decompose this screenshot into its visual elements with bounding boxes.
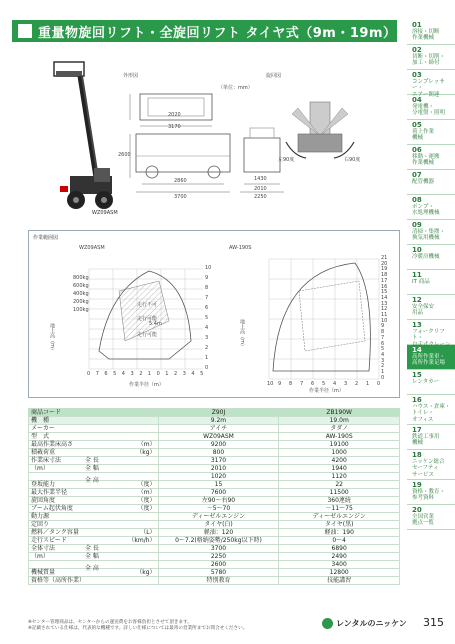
row-label-cell [29, 433, 159, 441]
value-z90j: 5780 [158, 569, 279, 577]
tick-label: 1 [205, 355, 209, 361]
tick-label: 2 [355, 381, 359, 387]
tick-label: 7 [381, 334, 385, 341]
tick-label: 0 [381, 374, 385, 381]
sidebar-item-20[interactable] [407, 505, 455, 530]
tick-label: 17 [381, 277, 388, 284]
sidebar-item-label: ニッケン総合 セーフティ サービス [412, 458, 445, 478]
row-label: 積載荷重 [31, 449, 56, 456]
table-row [29, 521, 400, 529]
footnote: ※センター管理商品は、センターからの運送費をお客様負担とさせて頂きます。 ※記載されている仕様は、代表的な機種です。詳しい仕様については最寄の営業所までお問合せください。 [28, 620, 248, 631]
value-z90j: Z90J [158, 409, 279, 417]
sidebar-item-02[interactable] [407, 45, 455, 70]
tick-label: 2 [139, 371, 143, 377]
row-label: 型 式 [31, 433, 50, 440]
work-range-title: 作業範囲図 [33, 235, 59, 241]
value-zb190w: 1940 [279, 465, 400, 473]
sidebar-item-label: 高所作業車・ 高所作業足場 [412, 353, 446, 366]
left-ylabel: 地上高（m） [49, 323, 55, 353]
tick-label: 3 [182, 371, 186, 377]
table-row [29, 553, 400, 561]
right-model-label: AW-190S [229, 245, 252, 251]
tick-label: 9 [381, 323, 385, 330]
tick-label: 7 [205, 295, 209, 301]
spec-table [28, 408, 400, 585]
tick-label: 13 [381, 300, 388, 307]
sidebar-item-label: フォークリフト・ 自走式クレーン [412, 328, 451, 348]
value-zb190w: 軽油：190 [279, 529, 400, 537]
tick-label: 15 [381, 289, 388, 296]
tick-label: 1 [147, 371, 152, 377]
radius-note: 5.4m [149, 321, 162, 327]
tick-label: 11 [381, 312, 388, 318]
sidebar-item-label: 溶接・切断 作業機械 [412, 28, 440, 41]
sidebar-item-number: 01 [412, 21, 422, 29]
sidebar-item-number: 03 [412, 71, 422, 79]
row-label-cell [29, 561, 159, 572]
row-unit: （L） [140, 529, 156, 536]
row-label-cell [29, 449, 159, 457]
table-row [29, 465, 400, 473]
dim-2860: 2860 [174, 178, 187, 184]
sidebar-item-number: 05 [412, 121, 422, 129]
value-z90j: －5～70 [158, 505, 279, 513]
sidebar-item-number: 08 [412, 196, 422, 204]
value-zb190w: 3400 [279, 561, 400, 569]
right-ylabel: 地上高（m） [239, 319, 245, 349]
category-sidebar [407, 20, 455, 530]
row-label: 全体寸法 [31, 545, 56, 552]
value-zb190w: 19100 [279, 441, 400, 449]
sidebar-item-number: 12 [412, 296, 422, 304]
value-zb190w: 4200 [279, 457, 400, 465]
sidebar-item-label: 清掃・集塵・ 換気用機械 [412, 228, 446, 241]
tick-label: 4 [333, 381, 337, 387]
row-label-cell [29, 569, 159, 577]
table-row [29, 497, 400, 505]
row-label-cell [29, 521, 159, 529]
sidebar-item-12[interactable] [407, 295, 455, 320]
row-label: 作業床寸法 [31, 457, 62, 464]
load-100: 100kg [73, 307, 89, 313]
value-z90j: 2250 [158, 553, 279, 561]
row-label-cell [29, 545, 159, 553]
value-z90j: 1020 [158, 473, 279, 481]
sidebar-item-number: 14 [412, 346, 422, 354]
brand-name: レンタルのニッケン [336, 619, 407, 628]
row-label: 最大作業半径 [31, 489, 68, 496]
sidebar-item-number: 02 [412, 46, 422, 54]
table-row [29, 513, 400, 521]
tick-label: 3 [344, 381, 348, 387]
table-row [29, 577, 400, 585]
tick-label: 14 [381, 294, 388, 301]
value-z90j: 左90～右90 [158, 497, 279, 505]
right-xlabel: 作業半径（m） [309, 388, 344, 394]
tick-label: 9 [278, 381, 282, 387]
sidebar-item-label: 安全保安 用品 [412, 303, 435, 316]
value-zb190w: 6890 [279, 545, 400, 553]
outline-label: 外形図 [123, 73, 139, 79]
row-label-cell [29, 489, 159, 497]
load-200: 200kg [73, 299, 89, 305]
tick-label: 10 [267, 381, 274, 387]
row-label: 走行スピード [31, 537, 67, 544]
load-800: 800kg [73, 275, 89, 281]
row-unit: （度） [137, 497, 156, 504]
sidebar-item-04[interactable] [407, 95, 455, 120]
sidebar-item-label: コンプレッサー・ エアー関連 [412, 78, 445, 98]
value-zb190w: 11500 [279, 489, 400, 497]
sidebar-item-label: 資格・教育・ 参考資料 [412, 488, 446, 501]
sidebar-item-07[interactable] [407, 170, 455, 195]
right-turn-label: 右90度 [344, 157, 361, 163]
sidebar-item-05[interactable] [407, 120, 455, 145]
table-row [29, 481, 400, 489]
row-label-cell [29, 537, 159, 545]
value-zb190w: 1000 [279, 449, 400, 457]
table-row [29, 417, 400, 425]
dim-2250: 2250 [254, 194, 267, 200]
value-z90j: WZ09ASM [158, 433, 279, 441]
sidebar-item-08[interactable] [407, 195, 455, 220]
row-unit: （kg） [136, 569, 156, 576]
load-400: 400kg [73, 291, 89, 297]
value-z90j: 7600 [158, 489, 279, 497]
value-z90j: 軽油：120 [158, 529, 279, 537]
row-label: 動力源 [31, 513, 50, 520]
left-model-label: WZ09ASM [79, 245, 105, 251]
tick-label: 1 [366, 381, 370, 387]
value-z90j: 0～7.2(格納姿勢/250kg以下時) [158, 537, 279, 545]
row-unit: （m） [137, 489, 156, 496]
sidebar-item-03[interactable] [407, 70, 455, 98]
value-zb190w: AW-190S [279, 433, 400, 441]
tick-label: 1 [165, 371, 169, 377]
row-label-cell [29, 529, 159, 537]
sidebar-item-label: 配管機器 [412, 178, 435, 185]
row-unit: （度） [137, 481, 156, 488]
sidebar-item-label: 鉄道工事用 機械 [412, 433, 440, 446]
table-row [29, 473, 400, 481]
tick-label: 8 [381, 329, 385, 336]
tick-label: 4 [381, 351, 385, 358]
row-label: 旋回角度 [31, 497, 56, 504]
value-zb190w: 19.0m [279, 417, 400, 425]
table-row [29, 449, 400, 457]
work-range-panel [28, 230, 400, 398]
left-turn-label: 左90度 [278, 157, 295, 163]
outline-drawings [118, 72, 403, 222]
sidebar-item-13[interactable] [407, 320, 455, 348]
row-label-cell [29, 553, 159, 561]
sidebar-item-number: 06 [412, 146, 422, 154]
sidebar-item-label: 移動・運搬 作業機械 [412, 153, 440, 166]
table-row [29, 457, 400, 465]
dim-3170: 3170 [168, 124, 181, 130]
tick-label: 0 [156, 371, 160, 377]
value-zb190w: 12800 [279, 569, 400, 577]
sidebar-item-label: 荷上作業 機械 [412, 128, 435, 141]
row-label-cell [29, 465, 159, 473]
row-label: 機 種 [31, 417, 50, 424]
turning-label: 旋回図 [266, 73, 282, 79]
tick-label: 8 [205, 285, 209, 291]
row-label-cell [29, 457, 159, 465]
page-title: 重量物旋回リフト・全旋回リフト タイヤ式（9m・19m） [38, 25, 397, 41]
sidebar-item-06[interactable] [407, 145, 455, 170]
table-row [29, 529, 400, 537]
sidebar-item-label: 冷暖房機械 [412, 253, 440, 260]
value-zb190w: タイヤ(黒) [279, 521, 400, 529]
value-z90j: 3170 [158, 457, 279, 465]
tick-label: 5 [200, 371, 204, 377]
value-z90j: 2600 [158, 561, 279, 569]
row-label: 機械質量 [31, 569, 56, 576]
value-zb190w: ZB190W [279, 409, 400, 417]
title-square-icon [18, 24, 32, 38]
row-label-cell [29, 409, 159, 417]
row-label: （m） [31, 553, 49, 560]
row-label: 最高作業床高さ [31, 441, 74, 448]
sidebar-item-09[interactable] [407, 220, 455, 245]
note-1: 走行不可 [137, 302, 158, 308]
tick-label: 6 [205, 305, 209, 311]
row-label: 商品コード [31, 409, 62, 416]
value-zb190w: 1120 [279, 473, 400, 481]
machine-photo [46, 58, 118, 216]
value-zb190w: 360連続 [279, 497, 400, 505]
value-zb190w: ディーゼルエンジン [279, 513, 400, 521]
sidebar-item-number: 18 [412, 451, 422, 459]
row-label: 燃料／タンク容量 [31, 529, 79, 536]
table-row [29, 505, 400, 513]
value-z90j: 800 [158, 449, 279, 457]
load-600: 600kg [73, 283, 89, 289]
value-zb190w: 0～4 [279, 537, 400, 545]
row-label: 定回り [31, 521, 50, 528]
sidebar-item-17[interactable] [407, 425, 455, 450]
tick-label: 9 [205, 275, 209, 281]
row-sublabel: 全 高 [85, 476, 99, 484]
tick-label: 4 [121, 371, 125, 377]
sidebar-item-11[interactable] [407, 270, 455, 295]
sidebar-item-number: 15 [412, 371, 422, 379]
work-range-svg [29, 231, 401, 399]
value-z90j: ディーゼルエンジン [158, 513, 279, 521]
sidebar-item-14[interactable] [407, 345, 455, 370]
dim-3700: 3700 [174, 194, 187, 200]
tick-label: 1 [381, 369, 385, 375]
row-label-cell [29, 513, 159, 521]
unit-label: （単位：mm） [218, 85, 253, 91]
value-z90j: 3700 [158, 545, 279, 553]
photo-caption: WZ09ASM [92, 210, 118, 216]
sidebar-item-label: ポンプ・ 水処理機械 [412, 203, 440, 216]
sidebar-item-number: 16 [412, 396, 422, 404]
value-z90j: 15 [158, 481, 279, 489]
sidebar-item-number: 20 [412, 506, 422, 514]
table-row [29, 561, 400, 569]
note-2: 走行可能 [137, 316, 158, 322]
tick-label: 3 [205, 335, 209, 341]
tick-label: 10 [205, 265, 212, 271]
table-row [29, 489, 400, 497]
value-zb190w: 2490 [279, 553, 400, 561]
tick-label: 10 [381, 317, 388, 324]
table-row [29, 545, 400, 553]
dim-2020: 2020 [168, 112, 181, 118]
row-label: 登坂能力 [31, 481, 56, 488]
value-z90j: タイヤ(白) [158, 521, 279, 529]
table-row [29, 537, 400, 545]
left-xlabel: 作業半径（m） [129, 382, 164, 388]
tick-label: 3 [381, 357, 385, 364]
row-label-cell [29, 577, 159, 585]
brand-mark-icon [322, 618, 333, 629]
tick-label: 19 [381, 266, 388, 273]
row-label-cell [29, 425, 159, 433]
row-label-cell [29, 417, 159, 425]
tick-label: 6 [311, 381, 315, 387]
tick-label: 2 [381, 363, 385, 370]
sidebar-item-label: ハウス・倉庫・ トイレ・ オフィス [412, 403, 451, 423]
row-label-cell [29, 505, 159, 513]
row-label: メーカー [31, 425, 55, 432]
sidebar-item-number: 17 [412, 426, 422, 434]
tick-label: 12 [381, 306, 388, 313]
tick-label: 7 [300, 381, 304, 387]
value-z90j: 特別教育 [158, 577, 279, 585]
value-zb190w: 22 [279, 481, 400, 489]
sidebar-item-label: 全国営業 拠点一覧 [412, 513, 435, 526]
tick-label: 0 [87, 371, 91, 377]
table-row [29, 425, 400, 433]
tick-label: 5 [381, 346, 385, 353]
tick-label: 6 [381, 340, 385, 347]
value-z90j: アイチ [158, 425, 279, 433]
value-zb190w: －11～75 [279, 505, 400, 513]
row-unit: （m） [137, 441, 156, 448]
row-sublabel: 全 高 [85, 564, 99, 572]
sidebar-item-01[interactable] [407, 20, 455, 45]
sidebar-item-number: 10 [412, 246, 422, 254]
table-row [29, 433, 400, 441]
value-z90j: 9200 [158, 441, 279, 449]
sidebar-item-label: 切断・切削・ 加工・締付 [412, 53, 446, 66]
tick-label: 16 [381, 283, 388, 290]
row-sublabel: 全 長 [85, 457, 99, 464]
row-label-cell [29, 481, 159, 489]
tick-label: 7 [95, 371, 99, 377]
tick-label: 4 [205, 325, 209, 331]
page-title-bar [12, 20, 397, 42]
row-label: 資格等（高所作業） [31, 577, 86, 584]
tick-label: 8 [289, 381, 293, 387]
sidebar-item-number: 04 [412, 96, 422, 104]
tick-label: 18 [381, 272, 388, 279]
tick-label: 5 [113, 371, 117, 377]
value-zb190w: 技能講習 [279, 577, 400, 585]
row-unit: （km/h） [128, 537, 156, 544]
sidebar-item-16[interactable] [407, 395, 455, 425]
tick-label: 2 [205, 345, 209, 351]
row-sublabel: 全 長 [85, 545, 99, 552]
table-row [29, 441, 400, 449]
tick-label: 4 [191, 371, 195, 377]
dim-2010: 2010 [254, 186, 267, 192]
value-z90j: 9.2m [158, 417, 279, 425]
tick-label: 20 [381, 260, 388, 267]
row-label: ブーム起伏角度 [31, 505, 73, 512]
tick-label: 21 [381, 255, 388, 261]
table-row [29, 409, 400, 417]
sidebar-item-label: 発電機・ 分電盤・照明 [412, 103, 446, 116]
value-zb190w: タダノ [279, 425, 400, 433]
sidebar-item-label: レンタカー [412, 378, 440, 385]
note-3: 走行可能 [137, 332, 158, 338]
dim-1430: 1430 [254, 176, 267, 182]
sidebar-item-label: IT 商品 [412, 278, 430, 285]
tick-label: 3 [130, 371, 134, 377]
row-unit: （kg） [136, 449, 156, 456]
brand-logo [322, 618, 407, 629]
row-label: （m） [31, 465, 49, 472]
value-z90j: 2010 [158, 465, 279, 473]
row-label-cell [29, 441, 159, 449]
dim-2600: 2600 [118, 152, 131, 158]
row-unit: （度） [137, 505, 156, 512]
tick-label: 5 [205, 315, 209, 321]
tick-label: 6 [104, 371, 108, 377]
row-sublabel: 全 幅 [85, 553, 99, 560]
tick-label: 5 [322, 381, 326, 387]
sidebar-item-18[interactable] [407, 450, 455, 480]
sidebar-item-15[interactable] [407, 370, 455, 395]
table-row [29, 569, 400, 577]
tick-label: 0 [377, 381, 381, 387]
page-number: 315 [423, 616, 444, 629]
tick-label: 2 [174, 371, 178, 377]
sidebar-item-19[interactable] [407, 480, 455, 505]
sidebar-item-10[interactable] [407, 245, 455, 270]
row-label-cell [29, 497, 159, 505]
sidebar-item-number: 19 [412, 481, 422, 489]
sidebar-item-number: 07 [412, 171, 422, 179]
sidebar-item-number: 09 [412, 221, 422, 229]
sidebar-item-number: 13 [412, 321, 422, 329]
sidebar-item-number: 11 [412, 271, 422, 279]
row-sublabel: 全 幅 [85, 465, 99, 472]
tick-label: 0 [205, 365, 209, 371]
row-label-cell [29, 473, 159, 484]
